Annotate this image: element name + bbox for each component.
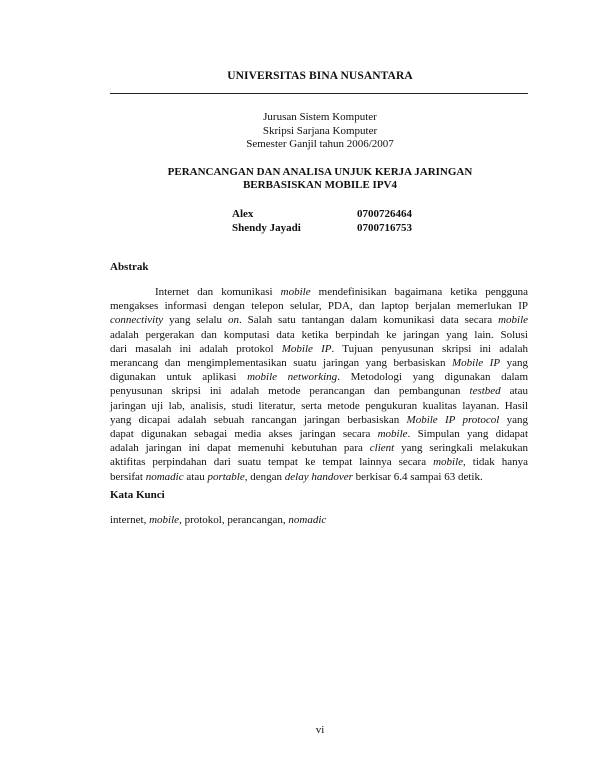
italic-term: Mobile IP protocol <box>406 413 500 426</box>
text-run: berkisar 6.4 sampai 63 detik. <box>352 470 483 483</box>
degree: Skripsi Sarjana Komputer <box>262 124 378 137</box>
abstract-line <box>110 413 528 427</box>
text-run: internet, <box>110 514 150 526</box>
abstract-line <box>110 470 528 484</box>
abstract-line <box>110 356 528 370</box>
italic-term: testbed <box>469 385 501 398</box>
text-run: atau <box>183 470 208 483</box>
italic-term: portable <box>207 470 245 483</box>
text-run: atau <box>500 385 528 398</box>
author-row <box>232 221 412 235</box>
text-run: yang <box>499 413 528 426</box>
text-run: yang seringkali melakukan <box>394 442 528 455</box>
paper-title <box>0 166 600 192</box>
university-name: UNIVERSITAS BINA NUSANTARA <box>227 70 413 82</box>
text-run: adalah pergerakan dan komputasi data ketika berpindah ke jaringan yang lain. Solusi <box>110 328 528 341</box>
italic-term: mobile <box>280 286 311 298</box>
abstract-line <box>110 370 528 384</box>
text-run: yang dicapai adalah sebuah rancangan jaringan berbasiskan <box>110 413 407 426</box>
text-run: Internet dan komunikasi <box>155 286 281 298</box>
italic-term: mobile <box>149 514 180 526</box>
keywords-text <box>110 514 326 526</box>
author-name: Shendy Jayadi <box>232 222 301 234</box>
text-run: , tidak hanya <box>463 456 529 469</box>
text-run: , protokol, perancangan, <box>179 514 289 526</box>
text-run: yang selalu <box>163 314 228 327</box>
text-run: bersifat <box>110 470 146 483</box>
text-run: mengakses informasi dengan telepon selular, PDA, dan laptop berjalan memerlukan IP <box>110 300 528 313</box>
abstract-heading: Abstrak <box>110 261 149 273</box>
page-number: vi <box>315 724 325 736</box>
text-run: digunakan untuk aplikasi <box>110 371 248 384</box>
text-run: penyusunan skripsi ini adalah metode perancangan dan pembangunan <box>110 385 470 398</box>
document-meta <box>0 111 600 152</box>
title-line-1: PERANCANGAN DAN ANALISA UNJUK KERJA JARINGAN <box>167 166 473 178</box>
author-list <box>232 207 412 235</box>
text-run: mendefinisikan bagaimana ketika pengguna <box>310 286 528 298</box>
abstract-line <box>110 384 528 398</box>
abstract-line <box>110 328 528 342</box>
text-run: . Metodologi yang digunakan dalam <box>337 371 528 384</box>
text-run: adalah jaringan ini dapat memenuhi kebutuhan para <box>110 442 370 455</box>
department: Jurusan Sistem Komputer <box>263 111 377 123</box>
abstract-line <box>110 427 528 441</box>
italic-term: connectivity <box>110 314 164 327</box>
italic-term: Mobile IP <box>452 357 501 370</box>
italic-term: nomadic <box>145 470 184 483</box>
italic-term: Mobile IP <box>281 342 332 355</box>
abstract-line <box>110 313 528 327</box>
text-run: . Simpulan yang didapat <box>407 428 528 441</box>
author-name: Alex <box>232 208 254 220</box>
abstract-line <box>110 455 528 469</box>
keywords-heading: Kata Kunci <box>110 489 165 501</box>
text-run: dapat digunakan sebagai media akses jaringan secara <box>110 428 378 441</box>
text-run: merancang dan mengimplementasikan suatu jaringan yang berbasiskan <box>110 357 452 370</box>
abstract-line <box>110 441 528 455</box>
text-run: . Tujuan penyusunan skripsi ini adalah <box>331 342 528 355</box>
italic-term: delay handover <box>284 470 353 483</box>
abstract-line <box>110 299 528 313</box>
author-id: 0700726464 <box>357 208 412 220</box>
text-run: dari masalah ini adalah protokol <box>110 342 282 355</box>
italic-term: nomadic <box>288 514 327 526</box>
text-run: . Salah satu tantangan dalam komunikasi data secara <box>238 314 499 327</box>
italic-term: mobile <box>498 314 529 327</box>
semester: Semester Ganjil tahun 2006/2007 <box>246 138 394 150</box>
header-divider <box>110 93 528 94</box>
italic-term: on <box>227 314 239 327</box>
text-run: , dengan <box>244 470 285 483</box>
text-run: aktifitas perpindahan dari suatu tempat ke tempat lainnya secara <box>110 456 434 469</box>
italic-term: mobile <box>433 456 464 469</box>
italic-term: client <box>369 442 395 455</box>
author-id: 0700716753 <box>357 222 412 234</box>
author-row <box>232 207 412 221</box>
abstract-line <box>110 342 528 356</box>
abstract-body <box>110 285 528 484</box>
abstract-line <box>110 399 528 413</box>
italic-term: mobile networking <box>247 371 338 384</box>
italic-term: mobile <box>377 428 408 441</box>
abstract-line <box>110 285 528 299</box>
text-run: yang <box>500 357 528 370</box>
title-line-2: BERBASISKAN MOBILE IPV4 <box>242 179 398 191</box>
text-run: jaringan uji lab, analisis, studi literatur, serta metode pengukuran kualitas layanan. Hasil <box>110 399 528 412</box>
